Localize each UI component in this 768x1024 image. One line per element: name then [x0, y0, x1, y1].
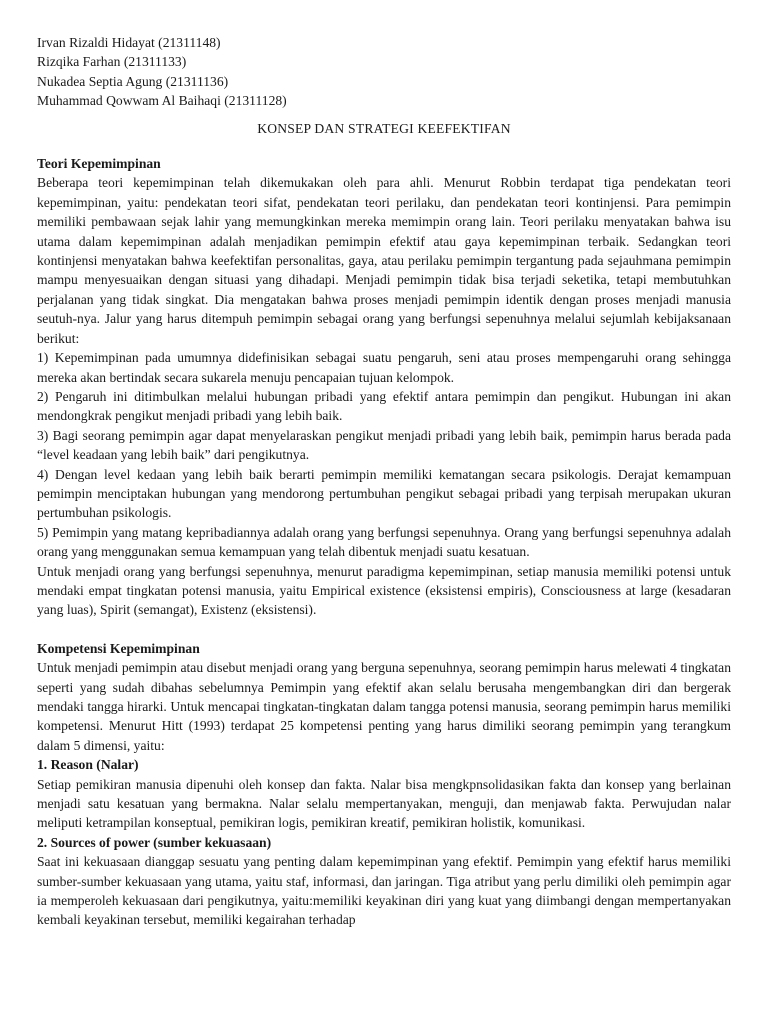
spacer — [37, 620, 731, 639]
author-line: Nukadea Septia Agung (21311136) — [37, 73, 229, 89]
list-item: 4) Dengan level kedaan yang lebih baik berarti pemimpin memiliki kematangan secara psikologis. Derajat kemampuan pemimpin menciptakan hubungan yang mendorong pertumbuhan pengikut sebagai pribadi yang terpisah merupakan ukuran pertumbuhan psikologis. — [37, 466, 731, 521]
paragraph: Beberapa teori kepemimpinan telah dikemukakan oleh para ahli. Menurut Robbin terdapat tiga pendekatan teori kepemimpinan, yaitu: pendekatan teori sifat, pendekatan teori perilaku, dan pendekatan teori kontinjensi. Para pemimpin memiliki pembawaan sejak lahir yang memungkinkan mereka memimpin orang lain. Teori perilaku menyatakan bahwa isu utama dalam kepemimpinan adalah menjadikan pemimpin efektif atau gaya kepemimpinan terbaik. Sedangkan teori kontinjensi menyatakan bahwa keefektifan personalitas, gaya, atau perilaku pemimpin tergantung pada sejauhmana pemimpin mampu menyesuaikan dengan situasi yang dihadapi. Menjadi pemimpin tidak bisa terjadi seketika, tetapi membutuhkan perjalanan yang tidak singkat. Dia mengatakan bahwa proses menjadi pemimpin identik dengan proses menjadi manusia seutuh-nya. Jalur yang harus ditempuh pemimpin sebagai orang yang berfungsi sepenuhnya melalui sejumlah kebijaksanaan berikut: — [37, 175, 731, 346]
document-page — [37, 33, 731, 930]
section-heading-kompetensi: Kompetensi Kepemimpinan — [37, 640, 200, 656]
section-heading-teori: Teori Kepemimpinan — [37, 156, 161, 172]
author-line: Irvan Rizaldi Hidayat (21311148) — [37, 35, 221, 50]
subheading-sources-of-power: 2. Sources of power (sumber kekuasaan) — [37, 834, 272, 850]
paragraph: Setiap pemikiran manusia dipenuhi oleh konsep dan fakta. Nalar bisa mengkpnsolidasikan fakta dan konsep yang berlainan menjadi satu kesatuan yang bermakna. Nalar selalu mempertanyakan, menguji, dan menjawab fakta. Perwujudan nalar meliputi ketrampilan konseptual, pemikiran logis, pemikiran kreatif, pemikiran holistik, komunikasi. — [37, 776, 731, 831]
document-title: KONSEP DAN STRATEGI KEEFEKTIFAN — [257, 120, 511, 136]
list-item: 5) Pemimpin yang matang kepribadiannya adalah orang yang berfungsi sepenuhnya. Orang yang berfungsi sepenuhnya adalah orang yang menggunakan semua kemampuan yang telah dibentuk menjadi suatu kesatuan. — [37, 524, 731, 560]
paragraph: Untuk menjadi pemimpin atau disebut menjadi orang yang berguna sepenuhnya, seorang pemimpin harus melewati 4 tingkatan seperti yang sudah dibahas sebelumnya Pemimpin yang efektif akan selalu berusaha mengembangkan diri dan bergerak mendaki tangga hirarki. Untuk mencapai tingkatan-tingkatan dalam tangga potensi manusia, seorang pemimpin harus memiliki kompetensi. Menurut Hitt (1993) terdapat 25 kompetensi penting yang harus dimiliki seorang pemimpin yang terangkum dalam 5 dimensi, yaitu: — [37, 660, 731, 753]
paragraph: Untuk menjadi orang yang berfungsi sepenuhnya, menurut paradigma kepemimpinan, setiap manusia memiliki potensi untuk mendaki empat tingkatan potensi manusia, yaitu Empirical existence (eksistensi empiris), Consciousness at large (kesadaran yang luas), Spirit (semangat), Existenz (eksistensi). — [37, 563, 731, 618]
author-list — [37, 33, 731, 111]
author-line: Muhammad Qowwam Al Baihaqi (21311128) — [37, 93, 287, 109]
list-item: 2) Pengaruh ini ditimbulkan melalui hubungan pribadi yang efektif antara pemimpin dan pengikut. Hubungan ini akan mendongkrak pengikut menjadi pribadi yang lebih baik. — [37, 388, 731, 424]
author-line: Rizqika Farhan (21311133) — [37, 54, 187, 70]
paragraph: Saat ini kekuasaan dianggap sesuatu yang penting dalam kepemimpinan yang efektif. Pemimpin yang efektif harus memiliki sumber-sumber kekuasaan yang utama, yaitu staf, informasi, dan jaringan. Tiga atribut yang perlu dimiliki oleh pemimpin agar ia memperoleh kekuasaan dari pengikutnya, yaitu:memiliki keyakinan diri yang kuat yang diimbangi dengan mempertanyakan kembali keyakinan tersebut, memiliki kegairahan terhadap — [37, 854, 731, 928]
subheading-reason: 1. Reason (Nalar) — [37, 757, 139, 773]
list-item: 1) Kepemimpinan pada umumnya didefinisikan sebagai suatu pengaruh, seni atau proses mempengaruhi orang sehingga mereka akan bertindak secara sukarela menuju pencapaian tujuan kelompok. — [37, 350, 731, 385]
list-item: 3) Bagi seorang pemimpin agar dapat menyelaraskan pengikut menjadi pribadi yang lebih baik, pemimpin harus berada pada “level keadaan yang lebih baik” dari pengikutnya. — [37, 427, 731, 463]
